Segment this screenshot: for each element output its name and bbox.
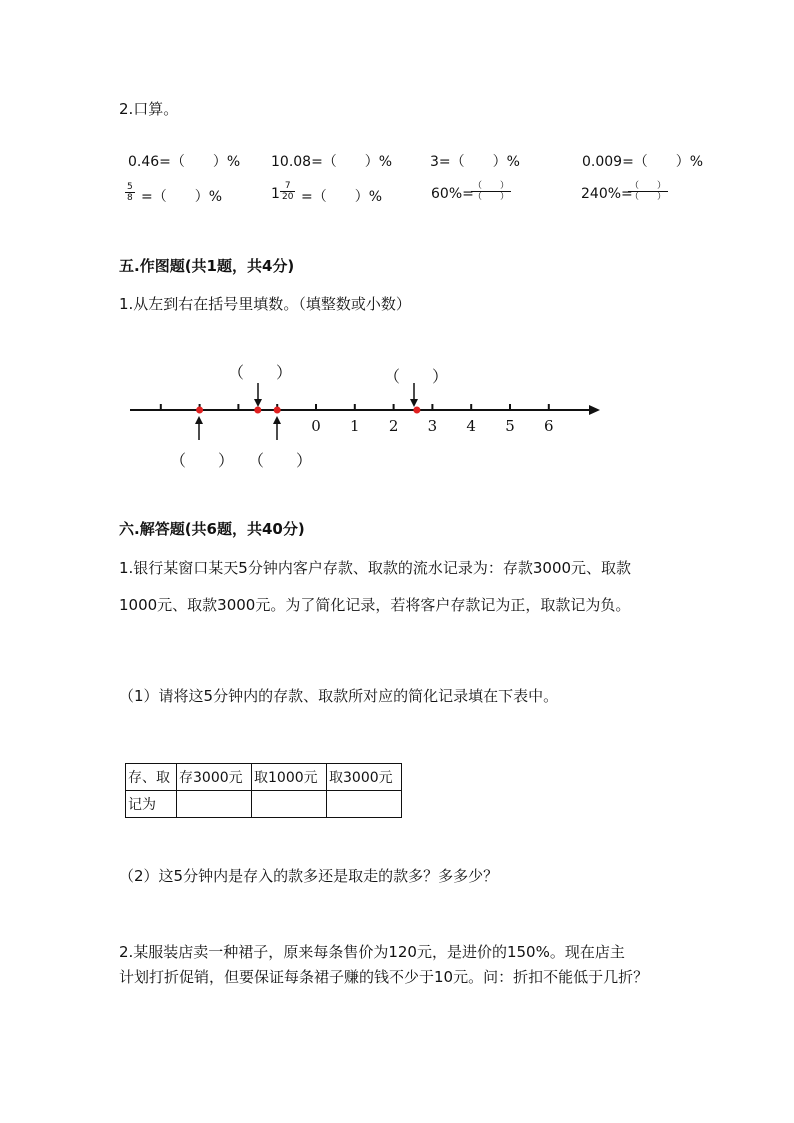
table-row — [126, 791, 402, 818]
number-line-tick-label: 4 — [466, 417, 476, 435]
answer-cell[interactable] — [177, 791, 252, 818]
fraction-denominator: （ ） — [473, 192, 510, 202]
oral-q8-lead: 240%= — [581, 186, 633, 202]
number-line-tick-label: 1 — [350, 417, 360, 435]
blank-paren-bottom-2: （ ） — [248, 451, 313, 470]
table-header-cell: 存3000元 — [177, 764, 252, 791]
blank-paren-bottom-1: （ ） — [170, 451, 235, 470]
oral-q7-lead: 60%= — [431, 186, 474, 202]
fraction-numerator: 5 — [127, 182, 133, 192]
q1-sub2: （2）这5分钟内是存入的款多还是取走的款多？多多少？ — [119, 867, 499, 885]
q1-sub1: （1）请将这5分钟内的存款、取款所对应的简化记录填在下表中。 — [119, 687, 559, 705]
number-line-tick-label: 5 — [505, 417, 515, 435]
q1-line1: 1.银行某窗口某天5分钟内客户存款、取款的流水记录为：存款3000元、取款 — [119, 559, 632, 577]
blank-paren-top-1: （ ） — [228, 363, 293, 382]
oral-q2: 10.08=（ ）% — [271, 154, 393, 170]
oral-q6-rest: =（ ）% — [301, 189, 383, 205]
number-line-marked-point — [196, 407, 203, 414]
fraction-numerator: （ ） — [473, 181, 510, 191]
number-line-marked-point — [413, 407, 420, 414]
table-row — [126, 764, 402, 791]
record-table — [125, 763, 402, 818]
table-row-label: 记为 — [126, 791, 177, 818]
blank-paren-top-2: （ ） — [384, 367, 449, 386]
oral-q5-rest: =（ ）% — [141, 189, 223, 205]
fraction-numerator: （ ） — [630, 181, 667, 191]
fraction-denominator: （ ） — [630, 192, 667, 202]
table-header-cell: 存、取 — [126, 764, 177, 791]
arrow-down-1-head — [254, 399, 262, 407]
arrow-up-2-head — [273, 416, 281, 424]
arrow-down-2-head — [410, 399, 418, 407]
number-line-marked-point — [274, 407, 281, 414]
answer-cell[interactable] — [327, 791, 402, 818]
fraction-denominator: 8 — [127, 193, 133, 203]
oral-title: 2.口算。 — [119, 100, 179, 118]
mixed-whole: 1 — [271, 186, 280, 202]
section6-heading: 六.解答题(共6题，共40分) — [119, 520, 305, 538]
oral-q3: 3=（ ）% — [430, 154, 520, 170]
number-line-tick-label: 0 — [311, 417, 321, 435]
section5-q1: 1.从左到右在括号里填数。（填整数或小数） — [119, 295, 411, 313]
oral-q4: 0.009=（ ）% — [582, 154, 704, 170]
number-line-tick-label: 3 — [427, 417, 438, 435]
table-header-cell: 取3000元 — [327, 764, 402, 791]
number-line-arrowhead — [589, 405, 600, 415]
number-line-tick-label: 6 — [544, 417, 554, 435]
q2-line1: 2.某服装店卖一种裙子，原来每条售价为120元，是进价的150%。现在店主 — [119, 943, 625, 961]
oral-q1: 0.46=（ ）% — [128, 154, 241, 170]
fraction-denominator: 20 — [282, 192, 294, 202]
q2-line2: 计划打折促销，但要保证每条裙子赚的钱不少于10元。问：折扣不能低于几折？ — [119, 968, 649, 986]
section5-heading: 五.作图题(共1题，共4分) — [119, 257, 295, 275]
number-line-tick-label: 2 — [388, 417, 399, 435]
answer-cell[interactable] — [252, 791, 327, 818]
fraction-numerator: 7 — [280, 181, 295, 192]
arrow-up-1-head — [195, 416, 203, 424]
number-line-marked-point — [254, 407, 261, 414]
number-line-tick-labels — [311, 417, 553, 435]
table-header-cell: 取1000元 — [252, 764, 327, 791]
q1-line2: 1000元、取款3000元。为了简化记录，若将客户存款记为正，取款记为负。 — [119, 596, 631, 614]
